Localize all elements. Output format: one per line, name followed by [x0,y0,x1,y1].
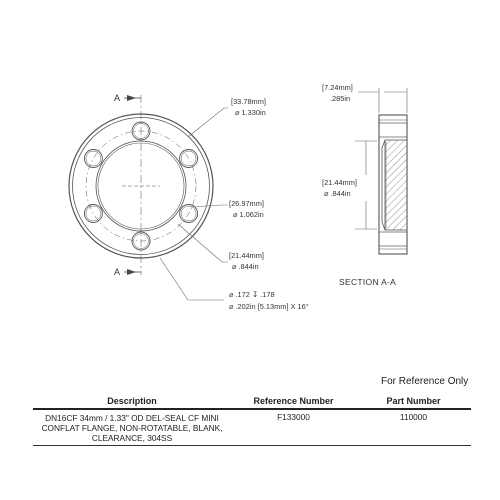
part-info-table [33,394,471,446]
bolt-hole [84,150,102,168]
cell-reference-number: F133000 [231,409,356,446]
section-arrow-label-bottom: A [114,267,121,277]
header-reference-number: Reference Number [231,394,356,409]
section-hatch [385,140,407,230]
seal-dia-dim-mm: [26.97mm] [229,199,264,208]
cell-part-number: 110000 [356,409,471,446]
table-row [33,409,471,446]
thickness-dim-in: .285in [330,94,351,103]
bolt-hole [86,206,101,221]
bolt-hole-dim-line1: ⌀ .172 ↧ .178 [229,290,275,299]
section-bore-dim-mm: [21.44mm] [322,178,357,187]
bolt-circle-dim-in: ⌀ 1.330in [235,108,266,117]
header-part-number: Part Number [356,394,471,409]
flange-section-view [379,115,407,254]
header-description: Description [33,394,231,409]
section-arrow-top [124,95,141,101]
flange-front-view [69,95,213,275]
bolt-hole [84,205,102,223]
bolt-hole [86,151,101,166]
thickness-dim-mm: [7.24mm] [322,83,353,92]
seal-dia-dim-in: ⌀ 1.062in [233,210,264,219]
section-arrow-label-top: A [114,93,121,103]
knife-edge-profile [382,140,385,230]
bolt-hole-section-top [379,123,407,137]
bolt-hole-dim-line2: ⌀ .202in [5.13mm] X 16° [229,302,309,311]
table-header-row [33,394,471,409]
section-arrow-bottom [124,269,141,275]
bore-dim-in: ⌀ .844in [232,262,259,271]
cell-description: DN16CF 34mm / 1.33" OD DEL-SEAL CF MINI CONFLAT FLANGE, NON-ROTATABLE, BLANK, CLEARANCE, 304SS [33,409,231,446]
bolt-hole-section-bottom [379,232,407,246]
bore-dim-mm: [21.44mm] [229,251,264,260]
section-bore-dim-in: ⌀ .844in [324,189,351,198]
reference-note: For Reference Only [381,376,469,387]
section-view-label: SECTION A-A [339,277,397,287]
bolt-circle-dim-mm: [33.78mm] [231,97,266,106]
